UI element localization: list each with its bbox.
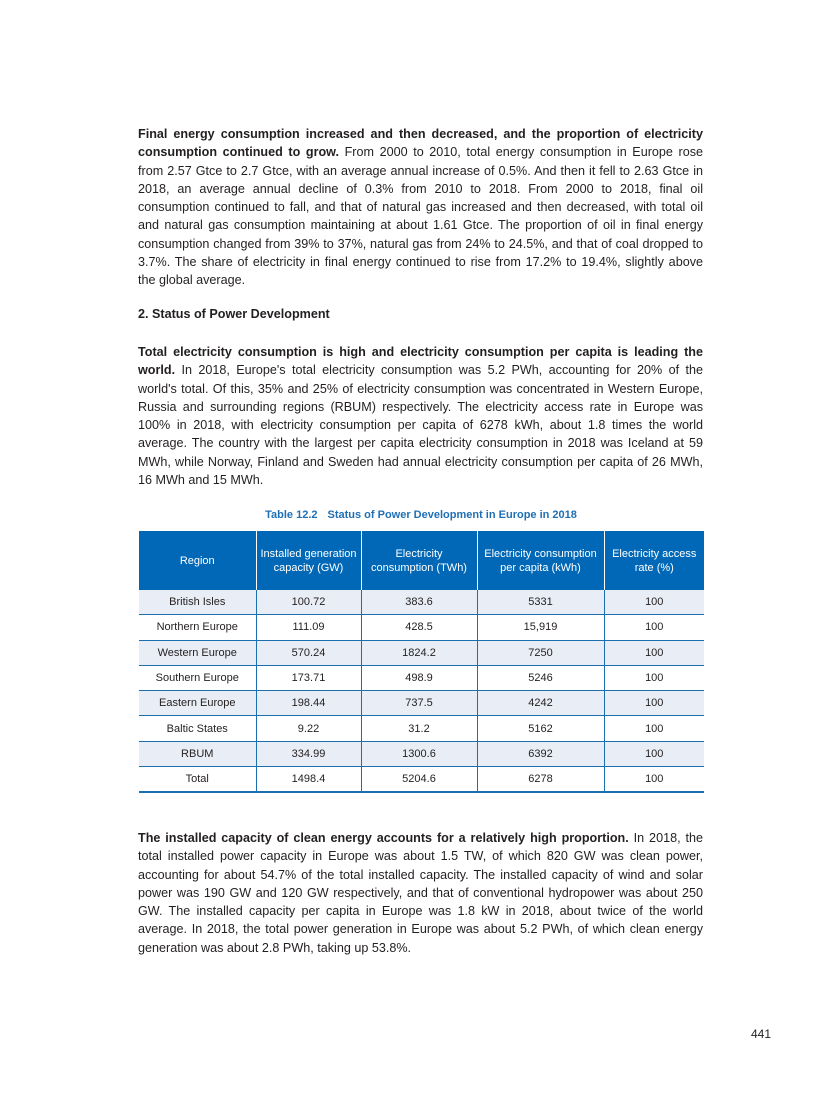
cell-capacity: 173.71	[256, 665, 361, 690]
cell-capacity: 570.24	[256, 640, 361, 665]
paragraph-lead: Final energy consumption increased and then decreased, and the proportion of electricity consumption continued to grow.	[138, 127, 703, 160]
column-header-region: Region	[139, 531, 256, 590]
cell-capacity: 334.99	[256, 741, 361, 766]
paragraph-lead: The installed capacity of clean energy accounts for a relatively high proportion.	[138, 831, 629, 845]
table-row	[139, 590, 704, 615]
cell-region: RBUM	[139, 741, 256, 766]
cell-access-rate: 100	[604, 741, 704, 766]
column-header-consumption: Electricity consumption (TWh)	[361, 531, 477, 590]
cell-access-rate: 100	[604, 691, 704, 716]
paragraph-clean-energy	[138, 829, 703, 957]
table-row	[139, 716, 704, 741]
cell-consumption: 1824.2	[361, 640, 477, 665]
table-row	[139, 615, 704, 640]
paragraph-body: From 2000 to 2010, total energy consumption in Europe rose from 2.57 Gtce to 2.7 Gtce, with an average annual increase of 0.5%. And then it fell to 2.63 Gtce in 2018, an average annual decline of 0.3% from 2010 to 2018. From 2000 to 2018, final oil consumption continued to fall, and that of natural gas increased and then decreased, with total oil and natural gas consumption maintaining at about 1.61 Gtce. The proportion of oil in final energy consumption changed from 39% to 37%, natural gas from 24% to 24.5%, and that of coal dropped to 3.7%. The share of electricity in final energy continued to rise from 17.2% to 19.4%, slightly above the global average.	[138, 145, 703, 288]
cell-access-rate: 100	[604, 615, 704, 640]
paragraph-final-energy	[138, 125, 703, 290]
cell-per-capita: 4242	[477, 691, 604, 716]
paragraph-body: In 2018, the total installed power capacity in Europe was about 1.5 TW, of which 820 GW was clean power, accounting for about 54.7% of the total installed capacity. The installed capacity of wind and solar power was 190 GW and 120 GW respectively, and that of conventional hydropower was about 250 GW. The installed capacity per capita in Europe was 1.8 kW in 2018, about twice of the world average. In 2018, the total power generation in Europe was about 5.2 PWh, of which clean energy generation was about 2.8 PWh, taking up 53.8%.	[138, 831, 703, 955]
cell-capacity: 9.22	[256, 716, 361, 741]
power-development-table	[139, 531, 704, 793]
column-header-access-rate: Electricity access rate (%)	[604, 531, 704, 590]
cell-per-capita: 5246	[477, 665, 604, 690]
cell-per-capita: 6278	[477, 767, 604, 793]
cell-region: Total	[139, 767, 256, 793]
table-row	[139, 640, 704, 665]
column-header-capacity: Installed generation capacity (GW)	[256, 531, 361, 590]
cell-per-capita: 5162	[477, 716, 604, 741]
cell-capacity: 111.09	[256, 615, 361, 640]
section-heading: 2. Status of Power Development	[138, 307, 330, 321]
cell-consumption: 383.6	[361, 590, 477, 615]
cell-region: Western Europe	[139, 640, 256, 665]
paragraph-electricity-consumption	[138, 343, 703, 489]
cell-capacity: 1498.4	[256, 767, 361, 793]
cell-region: Baltic States	[139, 716, 256, 741]
paragraph-lead: Total electricity consumption is high and electricity consumption per capita is leading the world.	[138, 345, 703, 378]
table-header-row	[139, 531, 704, 590]
table-row	[139, 665, 704, 690]
cell-access-rate: 100	[604, 716, 704, 741]
cell-per-capita: 7250	[477, 640, 604, 665]
cell-consumption: 498.9	[361, 665, 477, 690]
cell-region: Eastern Europe	[139, 691, 256, 716]
cell-capacity: 100.72	[256, 590, 361, 615]
cell-consumption: 428.5	[361, 615, 477, 640]
paragraph-body: In 2018, Europe's total electricity consumption was 5.2 PWh, accounting for 20% of the world's total. Of this, 35% and 25% of electricity consumption was concentrated in Western Europe, Russia and surrounding regions (RBUM) respectively. The electricity access rate in Europe was 100% in 2018, with electricity consumption per capita of 6278 kWh, about 1.8 times the world average. The country with the largest per capita electricity consumption in 2018 was Iceland at 59 MWh, while Norway, Finland and Sweden had annual electricity consumption per capita of 26 MWh, 16 MWh and 15 MWh.	[138, 363, 703, 488]
cell-consumption: 31.2	[361, 716, 477, 741]
table-title: Status of Power Development in Europe in 2018	[327, 509, 577, 521]
cell-access-rate: 100	[604, 665, 704, 690]
cell-consumption: 1300.6	[361, 741, 477, 766]
cell-access-rate: 100	[604, 640, 704, 665]
table-caption	[138, 509, 704, 521]
cell-access-rate: 100	[604, 767, 704, 793]
cell-region: Northern Europe	[139, 615, 256, 640]
cell-consumption: 5204.6	[361, 767, 477, 793]
cell-per-capita: 15,919	[477, 615, 604, 640]
cell-per-capita: 5331	[477, 590, 604, 615]
cell-per-capita: 6392	[477, 741, 604, 766]
table-row	[139, 691, 704, 716]
cell-consumption: 737.5	[361, 691, 477, 716]
cell-region: British Isles	[139, 590, 256, 615]
cell-region: Southern Europe	[139, 665, 256, 690]
column-header-per-capita: Electricity consumption per capita (kWh)	[477, 531, 604, 590]
cell-access-rate: 100	[604, 590, 704, 615]
page-number: 441	[751, 1027, 772, 1041]
table-number: Table 12.2	[265, 509, 318, 521]
table-row-total	[139, 767, 704, 793]
table-row	[139, 741, 704, 766]
cell-capacity: 198.44	[256, 691, 361, 716]
